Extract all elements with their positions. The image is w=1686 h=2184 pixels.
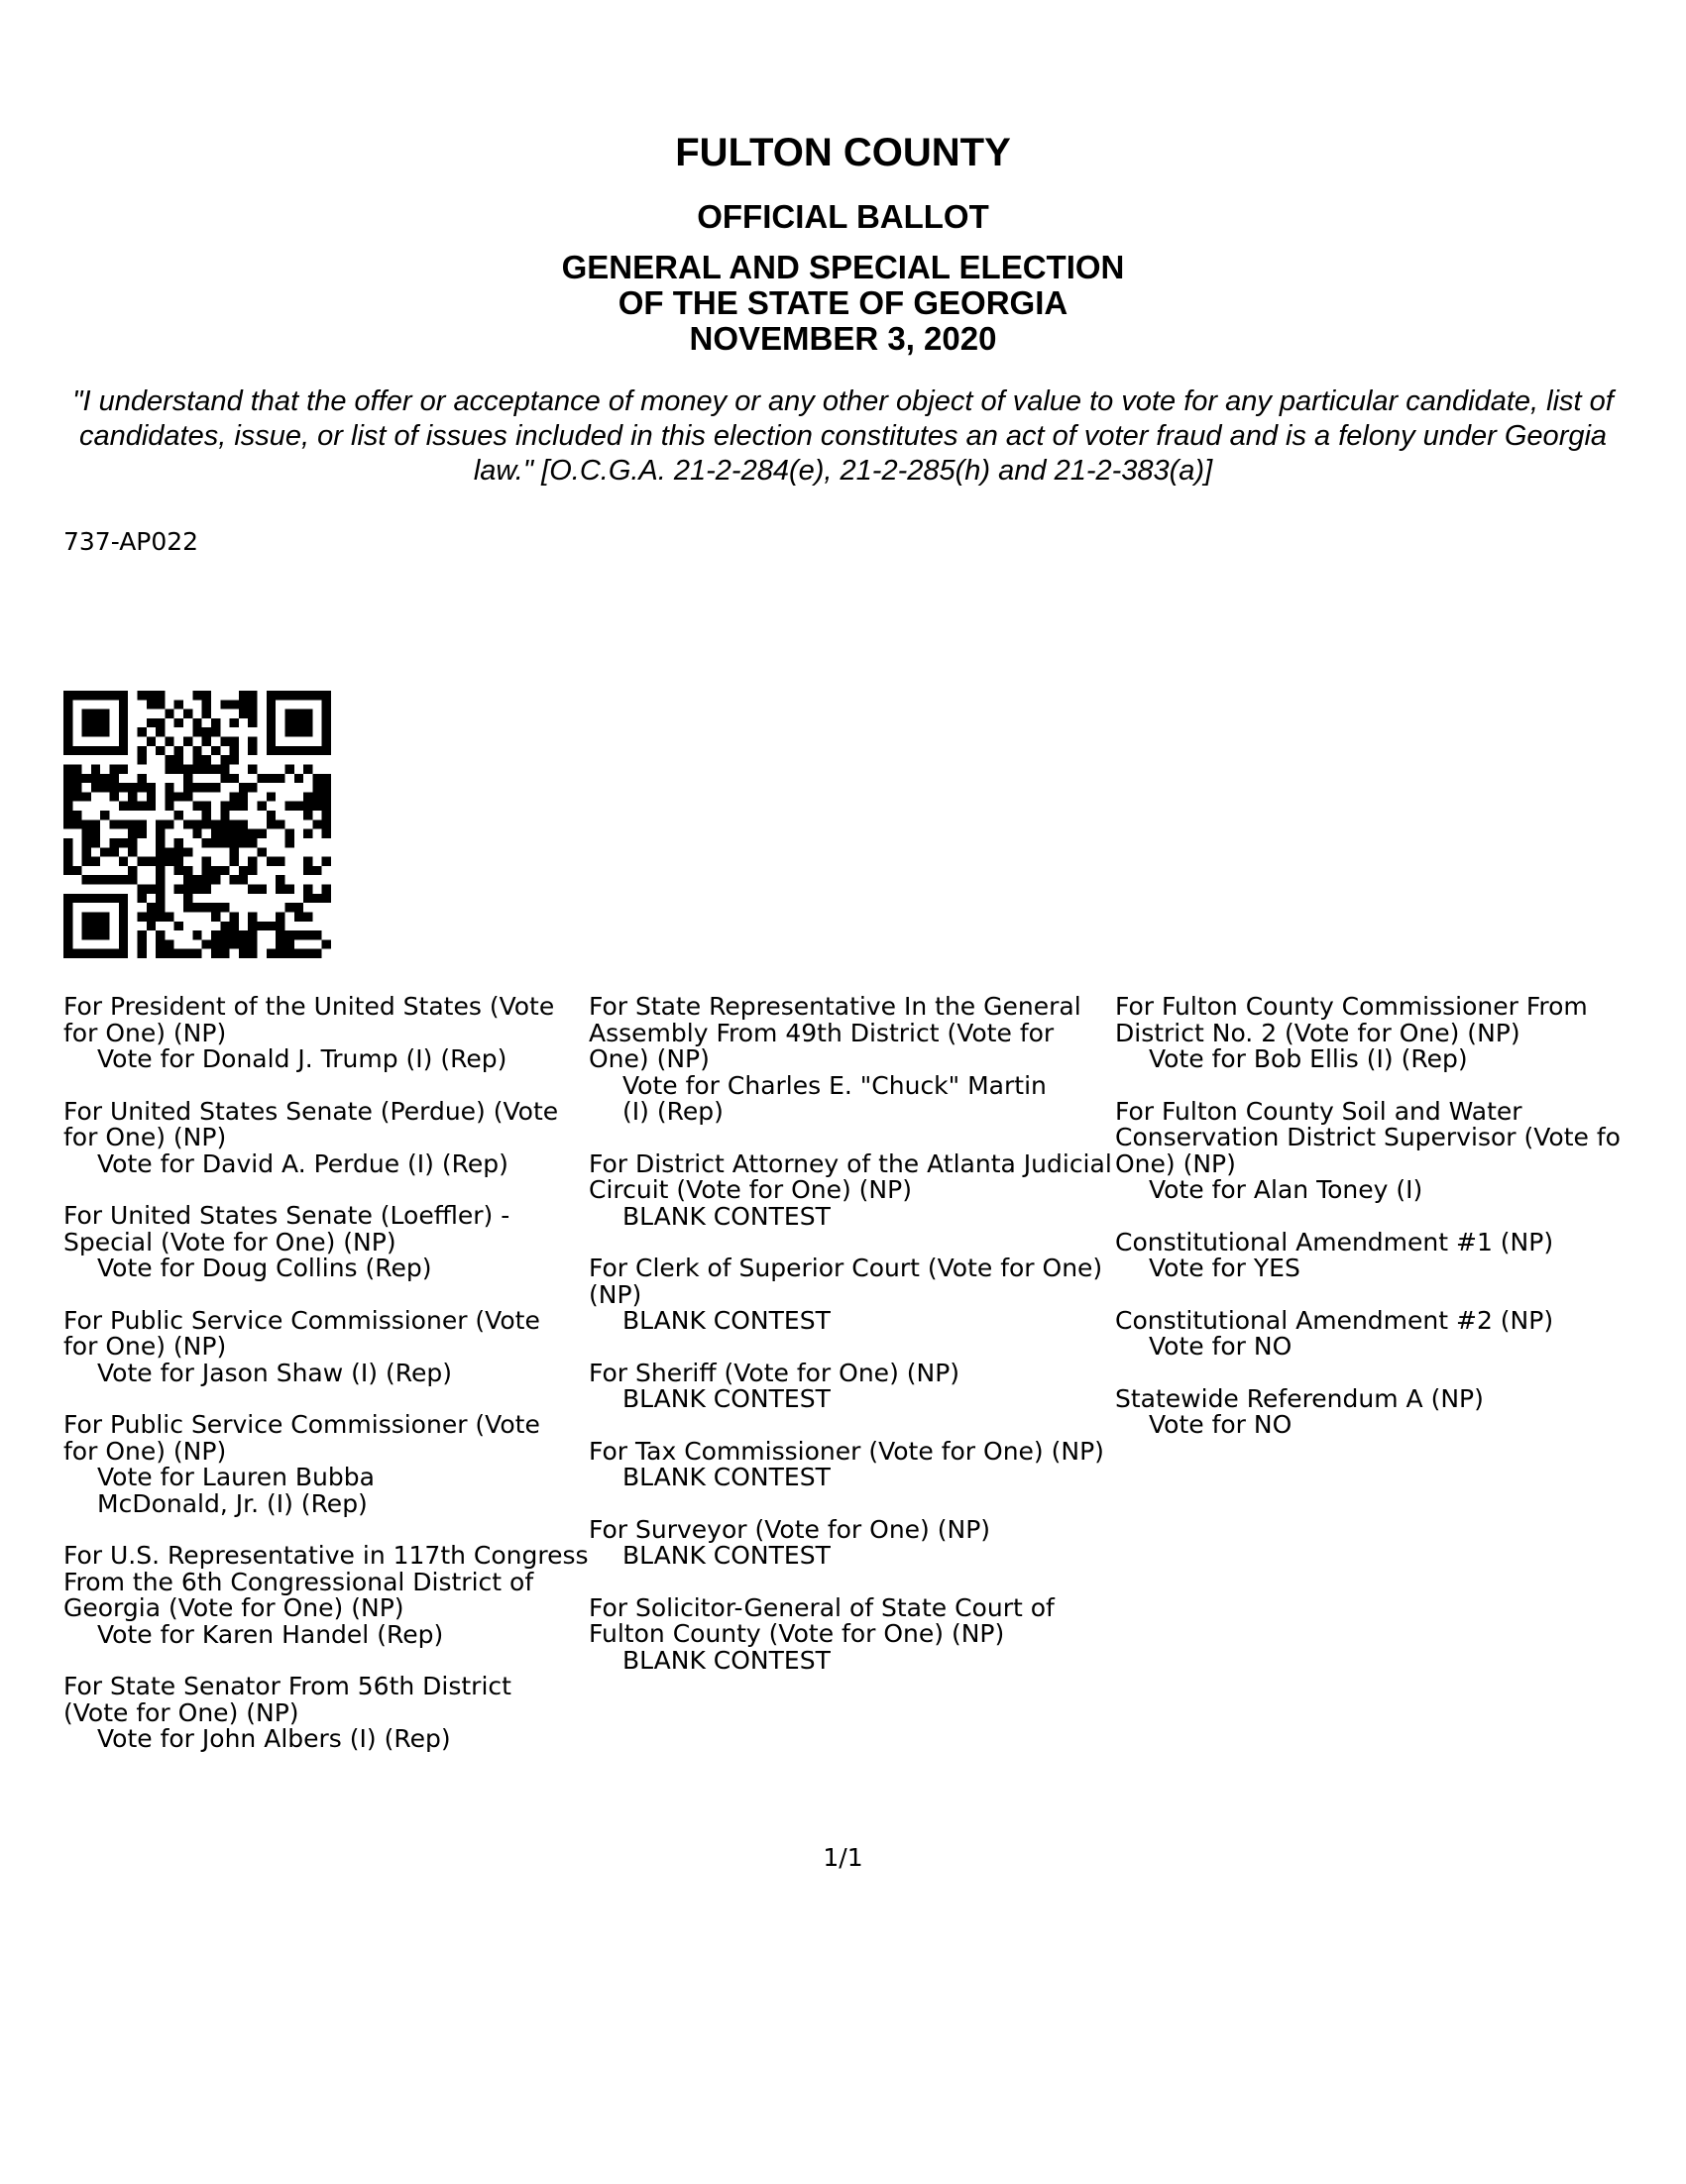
contest-office: For District Attorney of the Atlanta Judicial Circuit (Vote for One) (NP) bbox=[589, 1148, 1112, 1204]
voter-fraud-notice: "I understand that the offer or acceptance of money or any other object of value to vote for any particular candidate, list of candidates, issue, or list of issues included in this election constitutes an act of voter fraud and is a felony under Georgia law." [O.C.G.A. 21-2-284(e), 21-2-285(h) and 21-2-383(a)] bbox=[72, 385, 1614, 487]
contest-block bbox=[589, 1436, 1114, 1491]
election-title-line-2: OF THE STATE OF GEORGIA bbox=[618, 284, 1068, 321]
contest-selection: Vote for Charles E. "Chuck" Martin (I) (Rep) bbox=[622, 1070, 1047, 1126]
contest-block bbox=[1115, 1096, 1630, 1204]
contest-block bbox=[589, 1256, 1114, 1335]
contest-block bbox=[63, 994, 589, 1073]
contest-block bbox=[63, 1412, 589, 1517]
contest-office: For Public Service Commissioner (Vote for One) (NP) bbox=[63, 1305, 540, 1361]
qr-code bbox=[63, 691, 331, 958]
contest-selection: Vote for Doug Collins (Rep) bbox=[97, 1254, 432, 1282]
election-title bbox=[0, 250, 1686, 357]
contest-column-1 bbox=[63, 994, 589, 1779]
contest-block bbox=[63, 1543, 589, 1648]
county-title: FULTON COUNTY bbox=[675, 131, 1011, 174]
contest-block bbox=[63, 1305, 589, 1387]
contest-selection: BLANK CONTEST bbox=[622, 1463, 831, 1491]
contest-block bbox=[589, 1592, 1114, 1675]
contest-office: For United States Senate (Loeffler) - Special (Vote for One) (NP) bbox=[63, 1201, 510, 1256]
contest-block bbox=[1115, 1383, 1630, 1439]
election-date: NOVEMBER 3, 2020 bbox=[689, 320, 997, 357]
contest-office: For Solicitor-General of State Court of Fulton County (Vote for One) (NP) bbox=[589, 1592, 1055, 1648]
contest-office: For Fulton County Commissioner From District No. 2 (Vote for One) (NP) bbox=[1115, 992, 1588, 1047]
contest-block bbox=[589, 1358, 1114, 1413]
contest-selection: BLANK CONTEST bbox=[622, 1645, 831, 1675]
contest-block bbox=[63, 1096, 589, 1178]
contest-office: For Sheriff (Vote for One) (NP) bbox=[589, 1358, 960, 1387]
election-title-line-1: GENERAL AND SPECIAL ELECTION bbox=[561, 249, 1125, 285]
contest-selection: Vote for Bob Ellis (I) (Rep) bbox=[1149, 1044, 1468, 1073]
contest-selection: Vote for Donald J. Trump (I) (Rep) bbox=[97, 1044, 507, 1073]
contest-office: For Clerk of Superior Court (Vote for One) (NP) bbox=[589, 1254, 1103, 1309]
contest-selection: BLANK CONTEST bbox=[622, 1384, 831, 1413]
contest-selection: Vote for Lauren Bubba McDonald, Jr. (I) (Rep) bbox=[97, 1463, 375, 1518]
page-number: 1/1 bbox=[823, 1843, 863, 1872]
contest-office: Constitutional Amendment #2 (NP) bbox=[1115, 1305, 1554, 1335]
contest-block bbox=[1115, 1227, 1630, 1282]
contest-selection: Vote for Alan Toney (I) bbox=[1149, 1175, 1423, 1204]
contest-block bbox=[63, 1674, 589, 1753]
contest-office: For Public Service Commissioner (Vote for One) (NP) bbox=[63, 1410, 540, 1466]
ballot-type-title: OFFICIAL BALLOT bbox=[697, 198, 989, 235]
contest-office: For United States Senate (Perdue) (Vote for One) (NP) bbox=[63, 1096, 559, 1151]
contest-selection: Vote for John Albers (I) (Rep) bbox=[97, 1724, 451, 1753]
contest-selection: BLANK CONTEST bbox=[622, 1306, 831, 1335]
contest-block bbox=[589, 1148, 1114, 1231]
contest-office: Constitutional Amendment #1 (NP) bbox=[1115, 1227, 1554, 1256]
contest-selection: BLANK CONTEST bbox=[622, 1541, 831, 1570]
contest-selection: Vote for NO bbox=[1149, 1410, 1293, 1439]
contest-block bbox=[589, 1514, 1114, 1570]
contest-selection: Vote for YES bbox=[1149, 1254, 1300, 1282]
contest-block bbox=[63, 1203, 589, 1282]
contest-office: For Fulton County Soil and Water Conservation District Supervisor (Vote fo One) (NP) bbox=[1115, 1096, 1621, 1178]
contest-office: For State Senator From 56th District (Vote for One) (NP) bbox=[63, 1672, 511, 1727]
contest-office: Statewide Referendum A (NP) bbox=[1115, 1383, 1484, 1413]
contest-selection: Vote for David A. Perdue (I) (Rep) bbox=[97, 1148, 508, 1178]
contest-office: For U.S. Representative in 117th Congress From the 6th Congressional District of Georgia (Vote for One) (NP) bbox=[63, 1541, 589, 1622]
contest-selection: BLANK CONTEST bbox=[622, 1201, 831, 1231]
contest-block bbox=[1115, 1305, 1630, 1361]
contest-office: For Surveyor (Vote for One) (NP) bbox=[589, 1514, 991, 1544]
contest-block bbox=[589, 994, 1114, 1126]
contest-office: For Tax Commissioner (Vote for One) (NP) bbox=[589, 1436, 1104, 1466]
contest-office: For President of the United States (Vote for One) (NP) bbox=[63, 992, 555, 1047]
contest-block bbox=[1115, 994, 1630, 1073]
contest-column-2 bbox=[589, 994, 1114, 1699]
contest-selection: Vote for NO bbox=[1149, 1332, 1293, 1361]
contest-selection: Vote for Karen Handel (Rep) bbox=[97, 1619, 444, 1649]
contest-column-3 bbox=[1115, 994, 1630, 1465]
contest-selection: Vote for Jason Shaw (I) (Rep) bbox=[97, 1358, 452, 1387]
ballot-style-id: 737-AP022 bbox=[63, 527, 199, 556]
contest-office: For State Representative In the General Assembly From 49th District (Vote for One) (NP) bbox=[589, 992, 1081, 1073]
